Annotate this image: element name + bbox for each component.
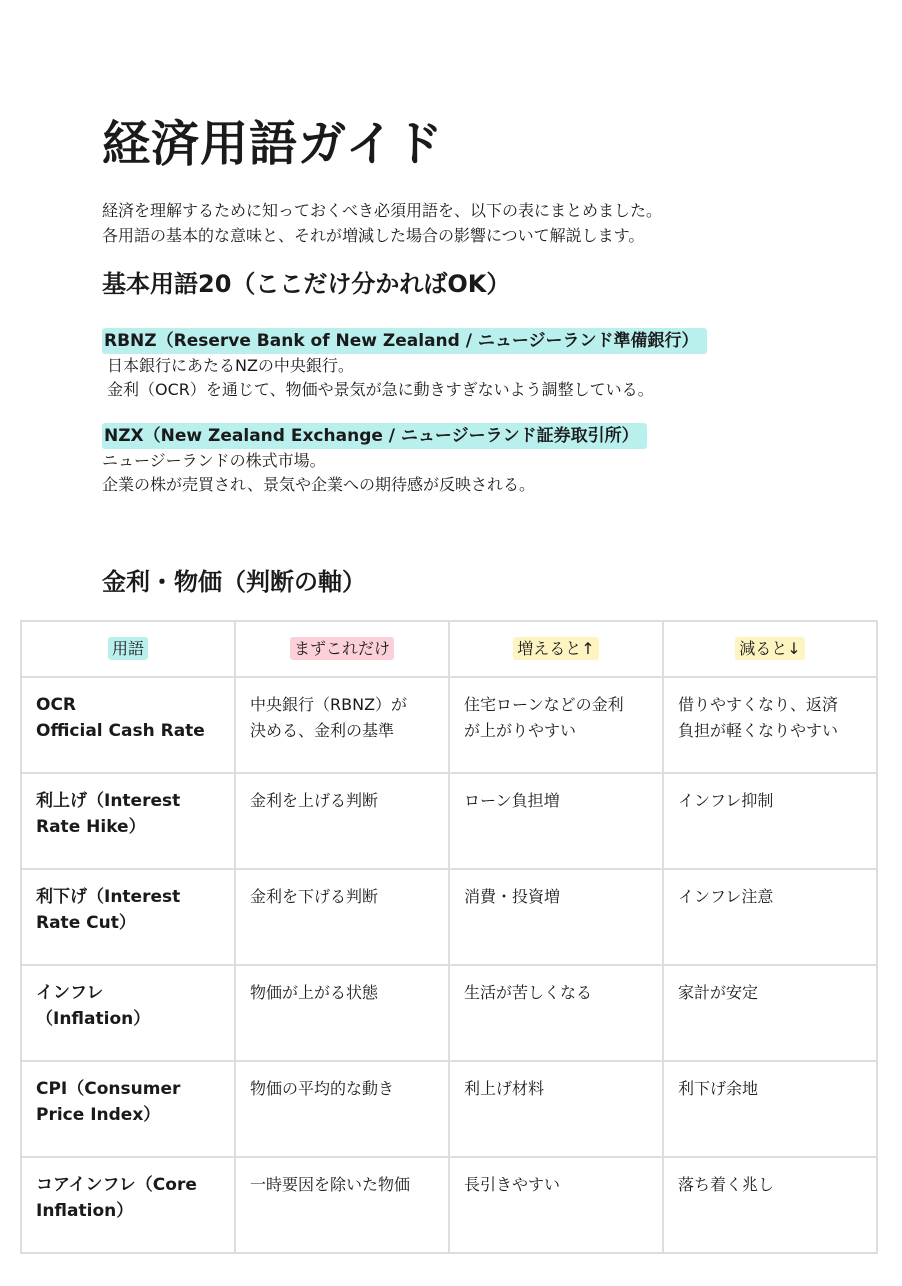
- cell-text: 金利を上げる判断: [250, 791, 379, 810]
- term-block-nzx: [102, 423, 647, 497]
- cell-text: インフレ注意: [678, 887, 774, 906]
- cell-text: 借りやすくなり、返済: [678, 695, 839, 714]
- table-header-row: [21, 621, 877, 677]
- term-cell: [21, 869, 235, 965]
- basic-cell: [235, 677, 449, 773]
- header-basic: まずこれだけ: [235, 621, 449, 677]
- cell-text: 家計が安定: [678, 983, 759, 1002]
- basic-cell: [235, 1157, 449, 1253]
- basic-cell: [235, 965, 449, 1061]
- header-increase: 増えると↑: [449, 621, 663, 677]
- header-term: 用語: [21, 621, 235, 677]
- increase-cell: [449, 1157, 663, 1253]
- increase-cell: [449, 869, 663, 965]
- cell-text: 一時要因を除いた物価: [250, 1175, 411, 1194]
- table-row: [21, 773, 877, 869]
- table-row: [21, 1061, 877, 1157]
- cell-text: Price Index）: [36, 1105, 161, 1125]
- intro-line: 各用語の基本的な意味と、それが増減した場合の影響について解説します。: [102, 226, 645, 245]
- intro-paragraph: [102, 198, 662, 248]
- cell-text: インフレ抑制: [678, 791, 774, 810]
- basic-cell: [235, 869, 449, 965]
- cell-text: ローン負担増: [464, 791, 560, 810]
- table-row: [21, 965, 877, 1061]
- table-row: [21, 869, 877, 965]
- cell-text: 物価が上がる状態: [250, 983, 379, 1002]
- term-description-line: 金利（OCR）を通じて、物価や景気が急に動きすぎないよう調整している。: [107, 380, 654, 399]
- cell-text: が上がりやすい: [464, 721, 577, 740]
- cell-text: 住宅ローンなどの金利: [464, 695, 624, 714]
- cell-text: OCR: [36, 695, 77, 715]
- decrease-cell: [663, 1157, 877, 1253]
- term-description-line: 企業の株が売買され、景気や企業への期待感が反映される。: [102, 475, 535, 494]
- term-description-line: 日本銀行にあたるNZの中央銀行。: [107, 356, 354, 375]
- cell-text: CPI（Consumer: [36, 1079, 181, 1099]
- cell-text: 利下げ余地: [678, 1079, 759, 1098]
- cell-text: Rate Hike）: [36, 817, 146, 837]
- terms-table: [20, 620, 878, 1254]
- decrease-cell: [663, 869, 877, 965]
- intro-line: 経済を理解するために知っておくべき必須用語を、以下の表にまとめました。: [102, 201, 663, 220]
- cell-text: 生活が苦しくなる: [464, 983, 593, 1002]
- basic-cell: [235, 773, 449, 869]
- cell-text: Official Cash Rate: [36, 721, 205, 741]
- cell-text: 利上げ材料: [464, 1079, 545, 1098]
- term-cell: [21, 965, 235, 1061]
- page-title: 経済用語ガイド: [102, 116, 444, 172]
- term-heading-rbnz: RBNZ（Reserve Bank of New Zealand / ニュージーランド準備銀行）: [102, 328, 707, 354]
- increase-cell: [449, 677, 663, 773]
- cell-text: （Inflation）: [36, 1009, 151, 1029]
- rates-section-heading: 金利・物価（判断の軸）: [102, 568, 366, 596]
- term-cell: [21, 677, 235, 773]
- term-cell: [21, 1157, 235, 1253]
- basic-terms-heading: 基本用語20（ここだけ分かればOK）: [102, 270, 511, 298]
- term-heading-nzx: NZX（New Zealand Exchange / ニュージーランド証券取引所）: [102, 423, 647, 449]
- cell-text: 決める、金利の基準: [250, 721, 395, 740]
- cell-text: インフレ: [36, 983, 104, 1003]
- term-cell: [21, 1061, 235, 1157]
- decrease-cell: [663, 965, 877, 1061]
- cell-text: 利上げ（Interest: [36, 791, 181, 811]
- cell-text: 物価の平均的な動き: [250, 1079, 395, 1098]
- basic-cell: [235, 1061, 449, 1157]
- cell-text: 金利を下げる判断: [250, 887, 379, 906]
- cell-text: 落ち着く兆し: [678, 1175, 775, 1194]
- table-row: [21, 677, 877, 773]
- term-cell: [21, 773, 235, 869]
- decrease-cell: [663, 1061, 877, 1157]
- increase-cell: [449, 1061, 663, 1157]
- cell-text: 負担が軽くなりやすい: [678, 721, 839, 740]
- cell-text: 利下げ（Interest: [36, 887, 181, 907]
- term-description-line: ニュージーランドの株式市場。: [102, 451, 326, 470]
- increase-cell: [449, 965, 663, 1061]
- decrease-cell: [663, 773, 877, 869]
- term-block-rbnz: [102, 328, 707, 402]
- header-decrease: 減ると↓: [663, 621, 877, 677]
- increase-cell: [449, 773, 663, 869]
- cell-text: コアインフレ（Core: [36, 1175, 197, 1195]
- cell-text: 消費・投資増: [464, 887, 561, 906]
- cell-text: 中央銀行（RBNZ）が: [250, 695, 408, 714]
- cell-text: 長引きやすい: [464, 1175, 561, 1194]
- cell-text: Rate Cut）: [36, 913, 136, 933]
- table-row: [21, 1157, 877, 1253]
- decrease-cell: [663, 677, 877, 773]
- cell-text: Inflation）: [36, 1201, 134, 1221]
